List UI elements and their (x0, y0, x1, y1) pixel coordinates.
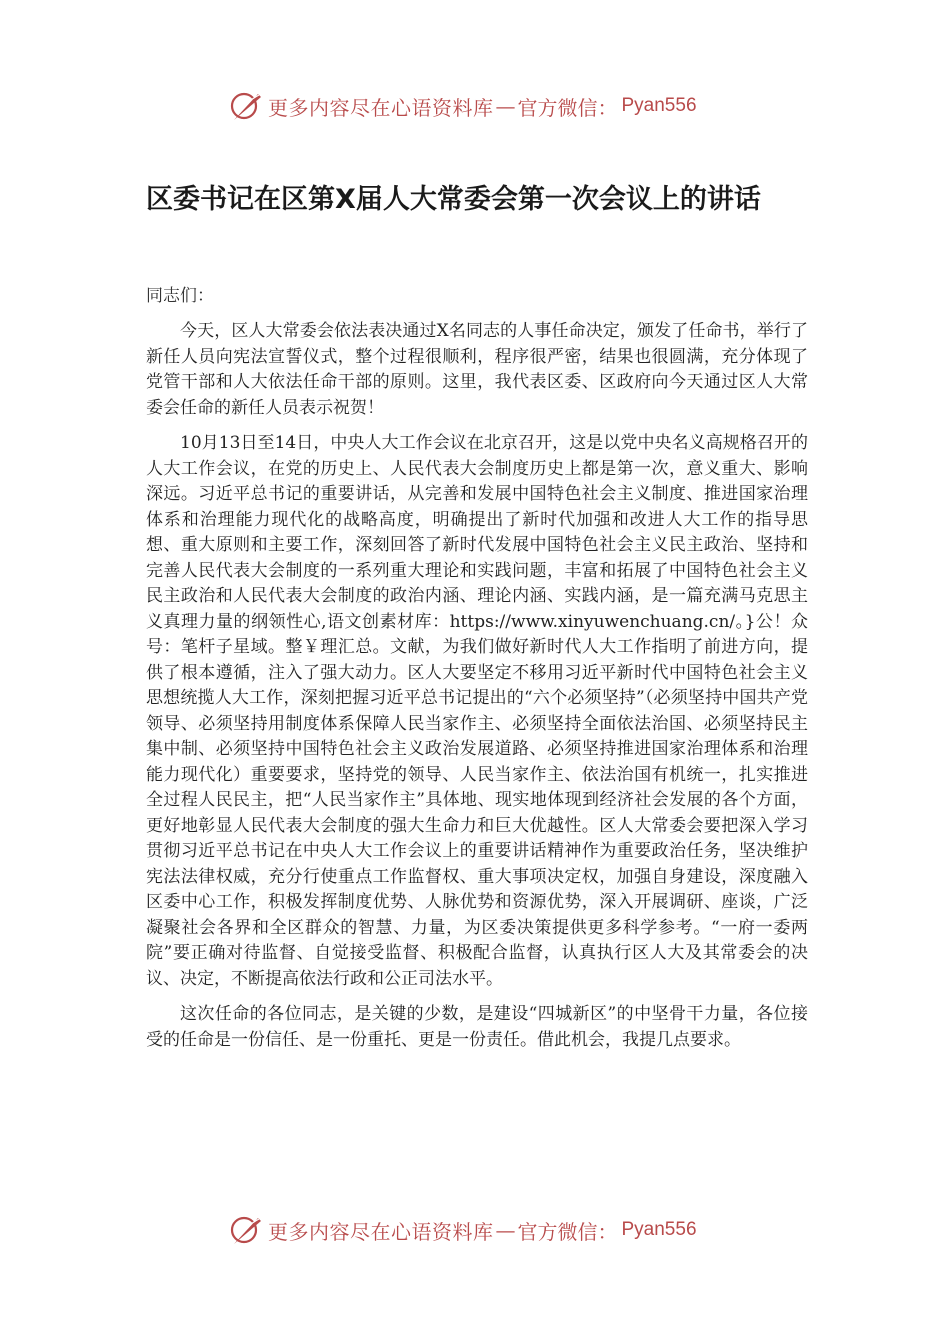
paragraph: 今天，区人大常委会依法表决通过X名同志的人事任命决定，颁发了任命书，举行了新任人员向宪法宣誓仪式，整个过程很顺利，程序很严密，结果也很圆满，充分体现了党管干部和人大依法任命干部的原则。这里，我代表区委、区政府向今天通过区人大常委会任命的新任人员表示祝贺！ (146, 321, 808, 418)
quill-logo-icon (228, 88, 264, 124)
quill-logo-icon (228, 1212, 264, 1248)
banner-wechat-label: 官方微信： (517, 1219, 618, 1244)
banner-wechat-id: Pyan556 (621, 1219, 697, 1240)
banner-text: 更多内容尽在心语资料库 (268, 1219, 494, 1244)
document-title: 区委书记在区第Ⅹ届人大常委会第一次会议上的讲话 (146, 184, 761, 215)
banner-wechat-label: 官方微信： (517, 95, 618, 120)
salutation: 同志们： (146, 286, 214, 306)
banner-separator: — (495, 1218, 516, 1242)
document-body (146, 284, 808, 1063)
banner-wechat-id: Pyan556 (621, 95, 697, 116)
paragraph: 这次任命的各位同志，是关键的少数，是建设“四城新区”的中坚骨干力量，各位接受的任命是一份信任、是一份重托、更是一份责任。借此机会，我提几点要求。 (146, 1004, 808, 1050)
banner-text: 更多内容尽在心语资料库 (268, 95, 494, 120)
banner-separator: — (495, 94, 516, 118)
paragraph: 10月13日至14日，中央人大工作会议在北京召开，这是以党中央名义高规格召开的人大工作会议，在党的历史上、人民代表大会制度历史上都是第一次，意义重大、影响深远。习近平总书记的重要讲话，从完善和发展中国特色社会主义制度、推进国家治理体系和治理能力现代化的战略高度，明确提出了新时代加强和改进人大工作的指导思想、重大原则和主要工作，深刻回答了新时代发展中国特色社会主义民主政治、坚持和完善人民代表大会制度的一系列重大理论和实践问题，丰富和拓展了中国特色社会主义民主政治和人民代表大会制度的政治内涵、理论内涵、实践内涵，是一篇充满马克思主义真理力量的纲领性心,语文创素材库：https://www.xinyuwenchuang.cn/。}公！众号：笔杆子星域。整￥理汇总。文献，为我们做好新时代人大工作指明了前进方向，提供了根本遵循，注入了强大动力。区人大要坚定不移用习近平新时代中国特色社会主义思想统揽人大工作，深刻把握习近平总书记提出的“六个必须坚持”（必须坚持中国共产党领导、必须坚持用制度体系保障人民当家作主、必须坚持全面依法治国、必须坚持民主集中制、必须坚持中国特色社会主义政治发展道路、必须坚持推进国家治理体系和治理能力现代化）重要要求，坚持党的领导、人民当家作主、依法治国有机统一，扎实推进全过程人民民主，把“人民当家作主”具体地、现实地体现到经济社会发展的各个方面，更好地彰显人民代表大会制度的强大生命力和巨大优越性。区人大常委会要把深入学习贯彻习近平总书记在中央人大工作会议上的重要讲话精神作为重要政治任务，坚决维护宪法法律权威，充分行使重点工作监督权、重大事项决定权，加强自身建设，深度融入区委中心工作，积极发挥制度优势、人脉优势和资源优势，深入开展调研、座谈，广泛凝聚社会各界和全区群众的智慧、力量，为区委决策提供更多科学参考。“一府一委两院”要正确对待监督、自觉接受监督、积极配合监督，认真执行区人大及其常委会的决议、决定，不断提高依法行政和公正司法水平。 (146, 433, 808, 989)
header-banner (228, 86, 748, 126)
footer-banner (228, 1210, 748, 1250)
